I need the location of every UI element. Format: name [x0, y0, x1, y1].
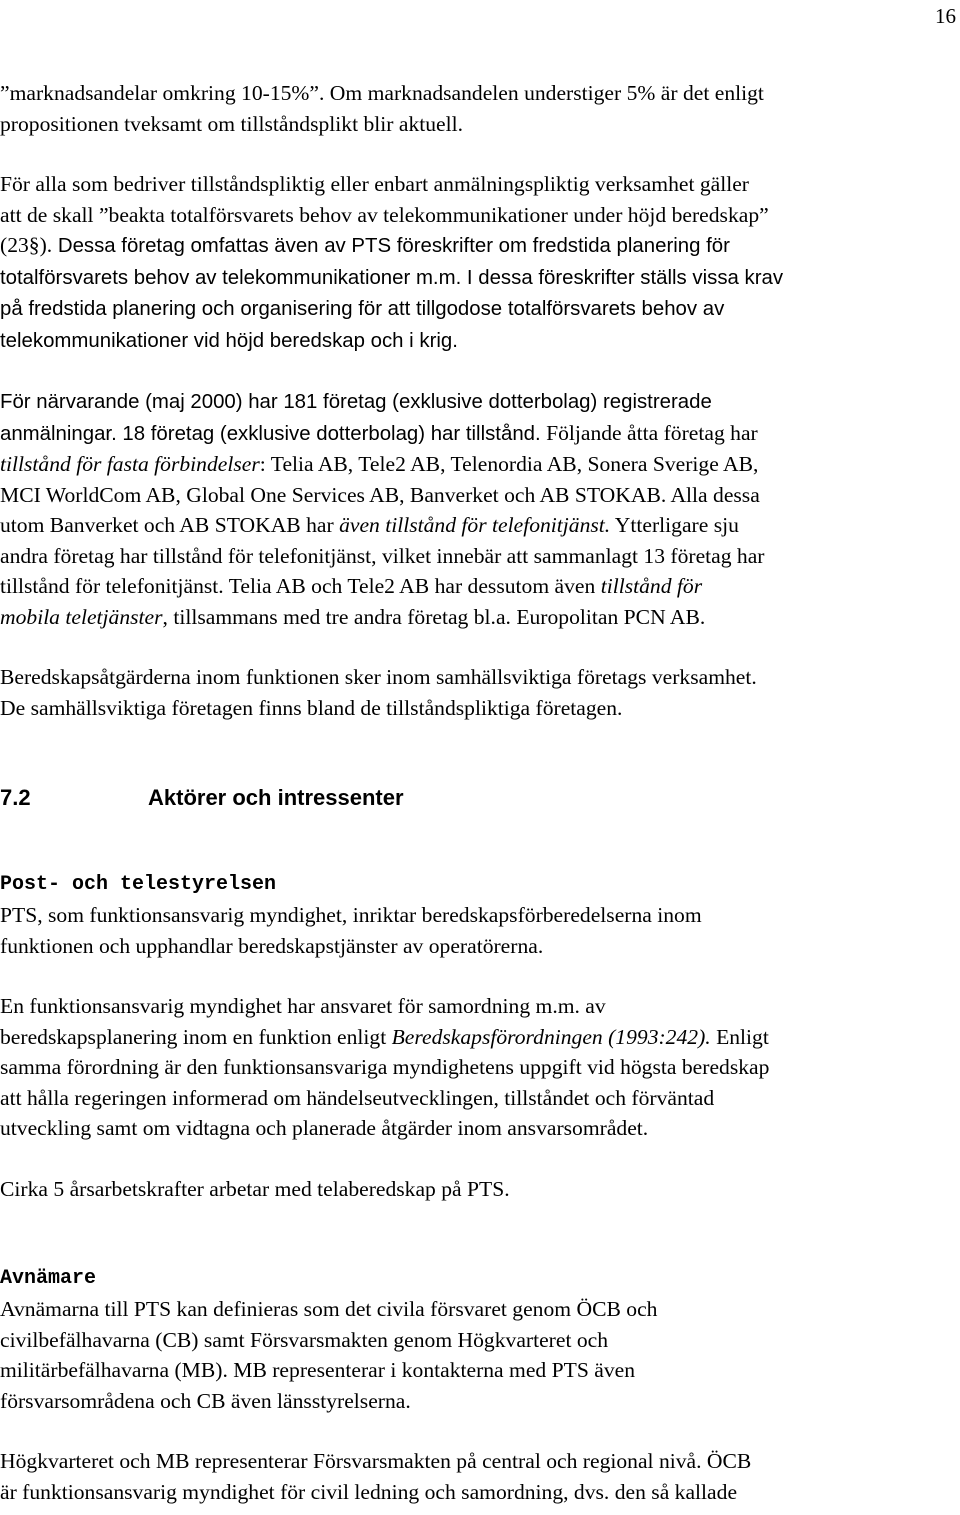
paragraph-licensing-obligations — [0, 169, 958, 356]
companies-italic-3: tillstånd för mobila teletjänster — [0, 574, 703, 629]
paragraph-hq-representation: Högkvarteret och MB representerar Försvarsmakten på central och regional nivå. ÖCB är funktionsansvarig myndighet för civil ledning och samordning, dvs. den så kallade — [0, 1449, 752, 1504]
paragraph-pts-regulations-text: Dessa företag omfattas även av PTS föreskrifter om fredstida planering för totalförsvarets behov av telekommunikationer m.m. I dessa föreskrifter ställs vissa krav på fredstida planering och organisering för att tillgodose totalförsvarets behov av telekommunikationer vid höjd beredskap och i krig. — [0, 235, 784, 352]
companies-text-1: Följande åtta företag har — [546, 420, 758, 445]
subheading-avnamare: Avnämare — [0, 1267, 97, 1290]
companies-text-3: Ytterligare sju andra företag har tillstånd för telefonitjänst, vilket innebär att sammanlagt 13 företag har tillstånd för telefonitjänst. Telia AB och Tele2 AB har dessutom även — [0, 513, 765, 598]
section-number: 7.2 — [0, 785, 31, 810]
paragraph-pts-role: PTS, som funktionsansvarig myndighet, inriktar beredskapsförberedelserna inom funktionen och upphandlar beredskapstjänster av operatörerna. — [0, 903, 702, 958]
paragraph-registered-companies — [0, 386, 958, 632]
authority-ordinance-italic: Beredskapsförordningen (1993:242). — [391, 1024, 711, 1049]
paragraph-staffing: Cirka 5 årsarbetskrafter arbetar med telaberedskap på PTS. — [0, 1176, 510, 1201]
document-body — [0, 78, 958, 1507]
section-heading — [0, 783, 958, 813]
registered-companies-text: För närvarande (maj 2000) har 181 företag (exklusive dotterbolag) registrerade anmälningar. 18 företag (exklusive dotterbolag) har tillstånd. — [0, 391, 712, 445]
companies-text-2: : Telia AB, Tele2 AB, Telenordia AB, Sonera Sverige AB, MCI WorldCom AB, Global One Services AB, Banverket och AB STOKAB. Alla dessa utom Banverket och AB STOKAB har — [0, 452, 760, 537]
section-title: Aktörer och intressenter — [148, 785, 404, 810]
paragraph-functional-authority — [0, 991, 958, 1144]
subheading-pts: Post- och telestyrelsen — [0, 873, 277, 896]
page-number: 16 — [935, 4, 956, 28]
companies-italic-1: tillstånd för fasta förbindelser — [0, 452, 260, 476]
companies-italic-2: även tillstånd för telefonitjänst. — [339, 513, 611, 537]
paragraph-avnamare-definition: Avnämarna till PTS kan definieras som det civila försvaret genom ÖCB och civilbefälhavarna (CB) samt Försvarsmakten genom Högkvarteret och militärbefälhavarna (MB). MB representerar i kontakterna med PTS även försvarsområdena och CB även länsstyrelserna. — [0, 1297, 658, 1413]
paragraph-market-share: ”marknadsandelar omkring 10-15%”. Om marknadsandelen understiger 5% är det enligt propositionen tveksamt om tillståndsplikt blir aktuell. — [0, 81, 764, 136]
companies-text-4: , tillsammans med tre andra företag bl.a. Europolitan PCN AB. — [162, 604, 706, 629]
authority-text-1: En funktionsansvarig myndighet har ansvaret för samordning m.m. av beredskapsplanering inom en funktion enligt — [0, 994, 606, 1049]
paragraph-licensing-text: För alla som bedriver tillståndspliktig eller enbart anmälningspliktig verksamhet gäller att de skall ”beakta totalförsvarets behov av telekommunikationer under höjd beredskap” (23§). — [0, 172, 769, 257]
authority-text-2: Enligt samma förordning är den funktionsansvariga myndighetens uppgift vid högsta beredskap att hålla regeringen informerad om händelseutvecklingen, tillståndet och förväntad utveckling samt om vidtagna och planerade åtgärder inom ansvarsområdet. — [0, 1024, 770, 1140]
paragraph-preparedness-measures: Beredskapsåtgärderna inom funktionen sker inom samhällsviktiga företags verksamhet. De samhällsviktiga företagen finns bland de tillståndspliktiga företagen. — [0, 665, 757, 720]
